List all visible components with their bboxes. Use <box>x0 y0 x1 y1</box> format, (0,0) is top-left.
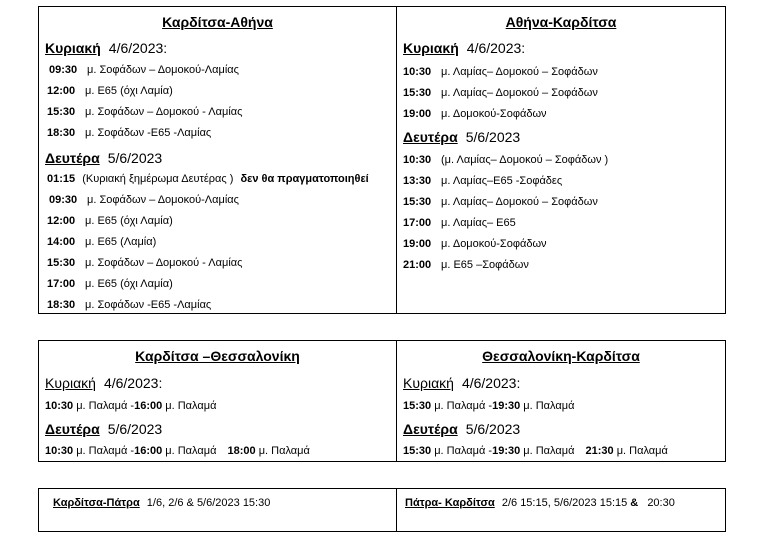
schedule-row: 12:00 μ. Ε65 (όχι Λαμία) <box>47 85 173 97</box>
schedule-row: 12:00 μ. Ε65 (όχι Λαμία) <box>47 215 173 227</box>
schedule-row: 17:00 μ. Λαμίας– Ε65 <box>403 217 516 229</box>
schedule-row: 15:30 μ. Λαμίας– Δομοκού – Σοφάδων <box>403 196 598 208</box>
thessaloniki-schedule-table <box>38 340 726 462</box>
schedule-row: 15:30 μ. Λαμίας– Δομοκού – Σοφάδων <box>403 87 598 99</box>
column-header: Θεσσαλονίκη-Καρδίτσα <box>482 348 640 364</box>
day-heading-monday: Δευτέρα 5/6/2023 <box>403 421 521 437</box>
schedule-row: 18:30 μ. Σοφάδων -Ε65 -Λαμίας <box>47 299 212 311</box>
thessaloniki-karditsa-column <box>396 341 725 461</box>
schedule-row: 18:30 μ. Σοφάδων -Ε65 -Λαμίας <box>47 127 212 139</box>
schedule-row: 10:30 μ. Λαμίας– Δομοκού – Σοφάδων <box>403 66 598 78</box>
day-heading-sunday: Κυριακή 4/6/2023: <box>403 375 521 391</box>
schedule-row: 19:00 μ. Δομοκού-Σοφάδων <box>403 238 547 250</box>
patra-karditsa-column <box>396 489 725 531</box>
athens-schedule-table <box>38 6 726 314</box>
schedule-row: 15:30 μ. Σοφάδων – Δομοκού - Λαμίας <box>47 106 243 118</box>
schedule-row: 19:00 μ. Δομοκού-Σοφάδων <box>403 108 547 120</box>
schedule-row: 10:30 μ. Παλαμά -16:00 μ. Παλαμά <box>45 400 217 412</box>
schedule-row: 17:00 μ. Ε65 (όχι Λαμία) <box>47 278 173 290</box>
karditsa-thessaloniki-column <box>39 341 396 461</box>
patra-route-row: Καρδίτσα-Πάτρα 1/6, 2/6 & 5/6/2023 15:30 <box>53 497 271 509</box>
day-heading-monday: Δευτέρα 5/6/2023 <box>403 129 521 145</box>
schedule-row: 15:30 μ. Σοφάδων – Δομοκού - Λαμίας <box>47 257 243 269</box>
patra-schedule-table <box>38 488 726 532</box>
schedule-row: 15:30 μ. Παλαμά -19:30 μ. Παλαμά 21:30 μ. Παλαμά <box>403 445 668 457</box>
day-heading-sunday: Κυριακή 4/6/2023: <box>403 40 526 56</box>
schedule-row: 13:30 μ. Λαμίας–Ε65 -Σοφάδες <box>403 175 563 187</box>
column-header: Αθήνα-Καρδίτσα <box>505 14 617 30</box>
cancelled-trip-note: 01:15 (Κυριακή ξημέρωμα Δευτέρας ) δεν θα πραγματοποιηθεί <box>47 173 369 185</box>
athina-karditsa-column <box>396 7 725 313</box>
schedule-row: 09:30 μ. Σοφάδων – Δομοκού-Λαμίας <box>49 64 239 76</box>
karditsa-patra-column <box>39 489 396 531</box>
schedule-row: 14:00 μ. Ε65 (Λαμία) <box>47 236 157 248</box>
patra-route-row: Πάτρα- Καρδίτσα 2/6 15:15, 5/6/2023 15:15 & 20:30 <box>405 497 675 509</box>
day-heading-sunday: Κυριακή 4/6/2023: <box>45 375 163 391</box>
column-header: Καρδίτσα –Θεσσαλονίκη <box>135 348 300 364</box>
schedule-row: 09:30 μ. Σοφάδων – Δομοκού-Λαμίας <box>49 194 239 206</box>
schedule-row: 10:30 (μ. Λαμίας– Δομοκού – Σοφάδων ) <box>403 154 609 166</box>
karditsa-athina-column <box>39 7 396 313</box>
day-heading-sunday: Κυριακή 4/6/2023: <box>45 40 168 56</box>
day-heading-monday: Δευτέρα 5/6/2023 <box>45 421 163 437</box>
schedule-row: 15:30 μ. Παλαμά -19:30 μ. Παλαμά <box>403 400 575 412</box>
column-header: Καρδίτσα-Αθήνα <box>162 14 273 30</box>
schedule-row: 21:00 μ. Ε65 –Σοφάδων <box>403 259 529 271</box>
day-heading-monday: Δευτέρα 5/6/2023 <box>45 150 163 166</box>
schedule-row: 10:30 μ. Παλαμά -16:00 μ. Παλαμά 18:00 μ. Παλαμά <box>45 445 310 457</box>
